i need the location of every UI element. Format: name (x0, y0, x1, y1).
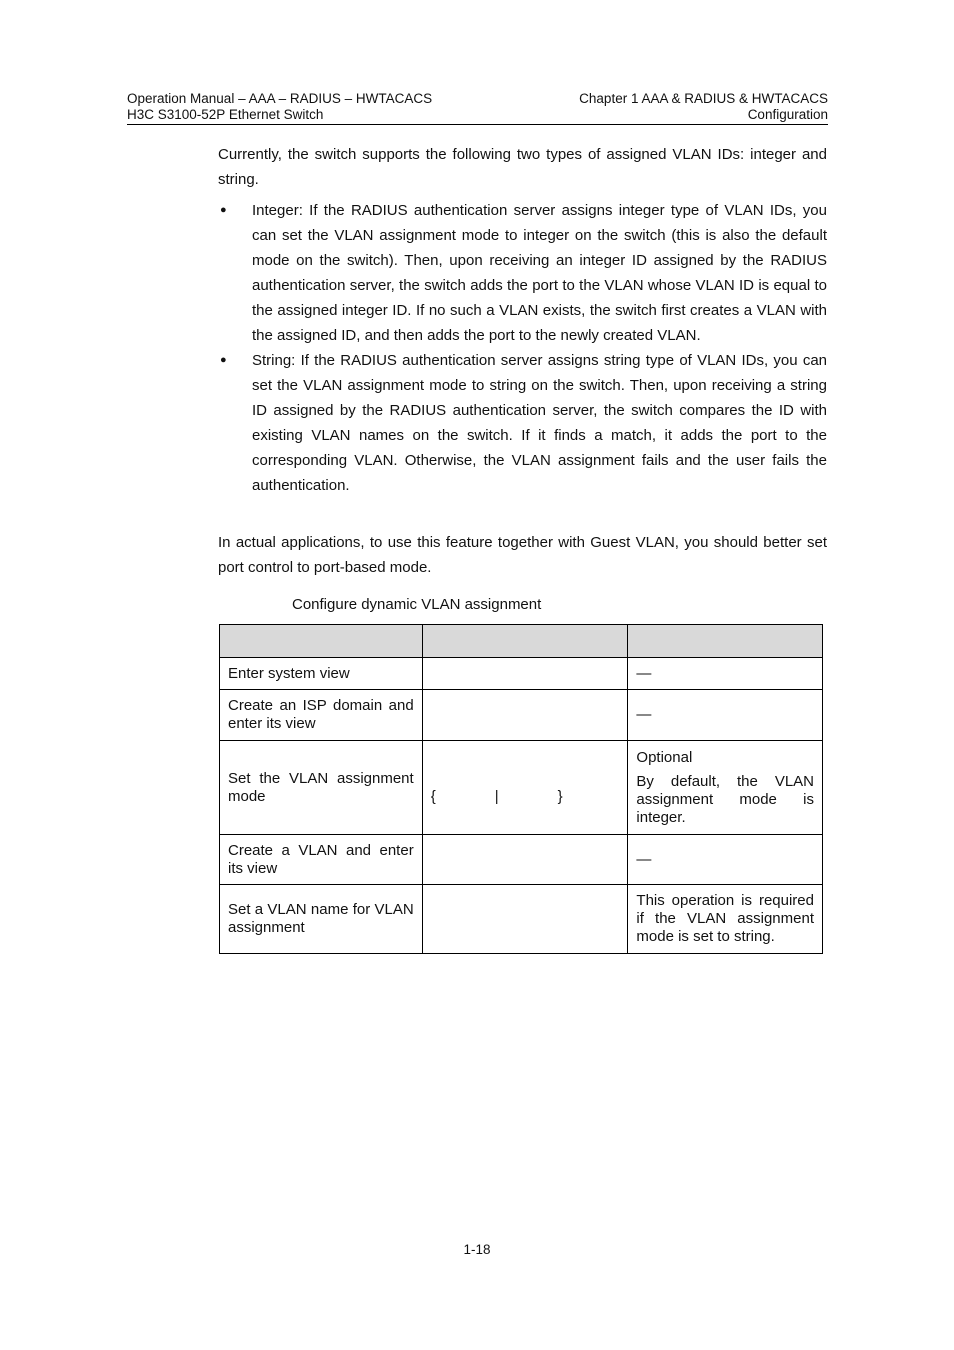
close-brace: } (557, 787, 563, 805)
remarks-default: By default, the VLAN assignment mode is integer. (636, 772, 814, 826)
header-cell (422, 625, 628, 658)
header-cell (628, 625, 823, 658)
closing-paragraph: In actual applications, to use this feature together with Guest VLAN, you should better set port control to port-based mode. (218, 534, 827, 576)
product-name: H3C S3100-52P Ethernet Switch (127, 107, 324, 122)
bullet-icon: ● (220, 354, 227, 366)
operation-cell: Enter system view (220, 658, 423, 690)
intro-paragraph: Currently, the switch supports the following two types of assigned VLAN IDs: integer and string. (218, 146, 827, 188)
config-table (219, 624, 823, 954)
bullet-icon: ● (220, 204, 227, 216)
operation-cell: Set the VLAN assignment mode (220, 741, 423, 835)
command-cell (422, 690, 628, 741)
operation-cell: Create an ISP domain and enter its view (220, 690, 423, 741)
open-brace: { (430, 787, 436, 805)
table-row (220, 741, 823, 835)
command-cell (422, 658, 628, 690)
section-title: Configuration (747, 107, 828, 122)
remarks-cell (628, 741, 823, 835)
remarks-cell: — (628, 835, 823, 885)
table-row (220, 835, 823, 885)
bullet-text-integer: Integer: If the RADIUS authentication server assigns integer type of VLAN IDs, you can set the VLAN assignment mode to integer on the switch (this is also the default mode on the switch). Then, upon receiving an integer ID assigned by the RADIUS authentication server, the switch adds the port to the VLAN whose VLAN ID is equal to the assigned integer ID. If no such a VLAN exists, the switch first creates a VLAN with the assigned ID, and then adds the port to the newly created VLAN. (252, 202, 827, 344)
remarks-cell: — (628, 658, 823, 690)
table-row (220, 885, 823, 954)
table-row (220, 658, 823, 690)
list-item (218, 198, 827, 348)
table-caption: Configure dynamic VLAN assignment (292, 596, 542, 613)
bullet-text-string: String: If the RADIUS authentication server assigns string type of VLAN IDs, you can set the VLAN assignment mode to string on the switch. Then, upon receiving a string ID assigned by the RADIUS authentication server, the switch compares the ID with existing VLAN names on the switch. If it finds a match, it adds the port to the corresponding VLAN. Otherwise, the VLAN assignment fails and the user fails the authentication. (252, 352, 827, 494)
vlan-id-type-list (218, 198, 827, 498)
option-separator: | (494, 787, 499, 805)
remarks-cell: This operation is required if the VLAN assignment mode is set to string. (628, 885, 823, 954)
operation-cell: Create a VLAN and enter its view (220, 835, 423, 885)
page-number: 1-18 (463, 1242, 491, 1257)
remarks-optional: Optional (636, 748, 693, 766)
manual-title: Operation Manual – AAA – RADIUS – HWTACACS (127, 91, 433, 106)
list-item (218, 348, 827, 498)
table-header-row (220, 625, 823, 658)
command-cell (422, 741, 628, 835)
command-cell (422, 835, 628, 885)
table-row (220, 690, 823, 741)
operation-cell: Set a VLAN name for VLAN assignment (220, 885, 423, 954)
header-left (127, 91, 432, 123)
command-cell (422, 885, 628, 954)
chapter-title: Chapter 1 AAA & RADIUS & HWTACACS (579, 91, 828, 106)
header-right (579, 91, 828, 123)
command-syntax (431, 788, 563, 806)
header-cell (220, 625, 423, 658)
remarks-cell: — (628, 690, 823, 741)
header-divider (127, 124, 828, 125)
